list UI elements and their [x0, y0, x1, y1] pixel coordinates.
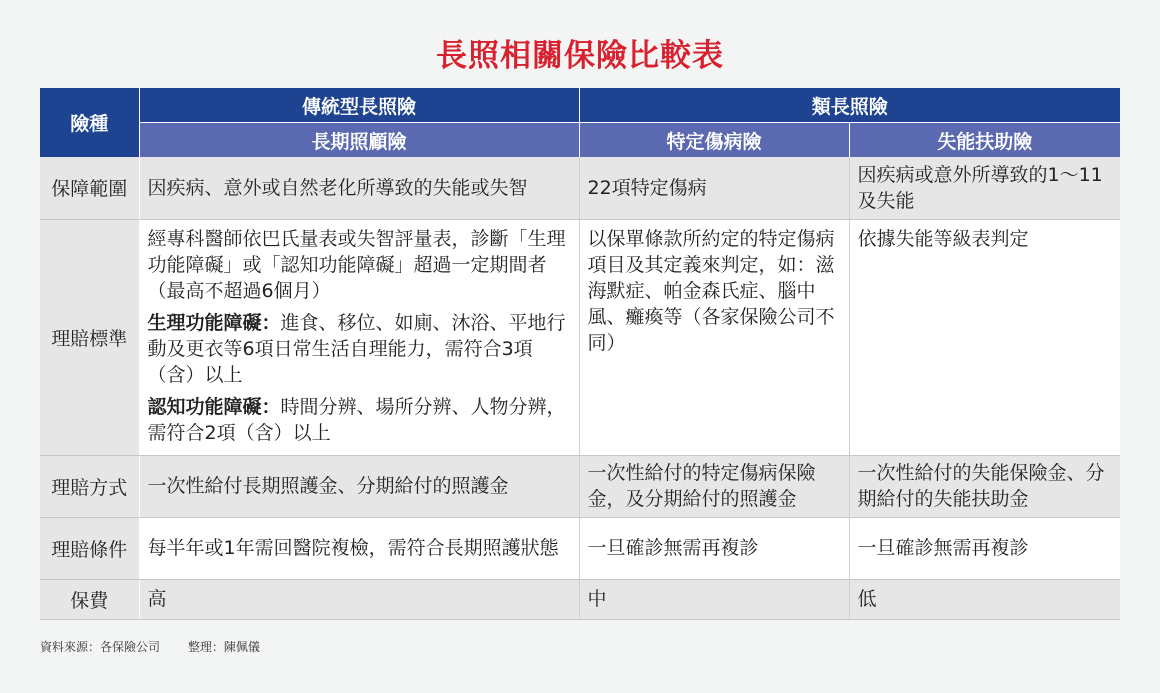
standard-paragraph: 經專科醫師依巴氏量表或失智評量表，診斷「生理功能障礙」或「認知功能障礙」超過一定期間者（最高不超過6個月） — [147, 227, 566, 302]
cognitive-disability-paragraph — [148, 394, 571, 446]
source-note: 資料來源：各保險公司 — [40, 640, 161, 654]
cell-coverage-longterm: 因疾病、意外或自然老化所導致的失能或失智 — [139, 157, 579, 219]
physical-disability-heading: 生理功能障礙： — [147, 311, 281, 334]
cell-standard-specific: 以保單條款所約定的特定傷病項目及其定義來判定，如：滋海默症、帕金森氏症、腦中風、癱瘓等（各家保險公司不同） — [579, 219, 849, 455]
table-row-method — [40, 455, 1120, 517]
cell-standard-disability: 依據失能等級表判定 — [849, 219, 1120, 455]
cell-standard-longterm — [139, 219, 579, 455]
row-label-method: 理賠方式 — [40, 455, 139, 517]
row-label-premium: 保費 — [40, 579, 139, 619]
cell-premium-longterm: 高 — [139, 579, 579, 619]
cognitive-disability-text: 時間分辨、場所分辨、人物分辨，需符合2項（含）以上 — [147, 395, 566, 444]
cell-coverage-specific: 22項特定傷病 — [579, 157, 849, 219]
footer — [40, 638, 284, 655]
table-row-coverage — [40, 157, 1120, 219]
row-label-standard: 理賠標準 — [40, 219, 139, 455]
cell-method-disability: 一次性給付的失能保險金、分期給付的失能扶助金 — [849, 455, 1120, 517]
cell-condition-specific: 一旦確診無需再複診 — [579, 517, 849, 579]
cell-premium-disability: 低 — [849, 579, 1120, 619]
cell-condition-disability: 一旦確診無需再複診 — [849, 517, 1120, 579]
table-row-premium — [40, 579, 1120, 619]
header-sub-specific: 特定傷病險 — [579, 123, 849, 158]
physical-disability-text: 進食、移位、如廁、沐浴、平地行動及更衣等6項日常生活自理能力，需符合3項（含）以上 — [147, 311, 566, 386]
cell-method-longterm: 一次性給付長期照護金、分期給付的照護金 — [139, 455, 579, 517]
header-sub-disability: 失能扶助險 — [849, 123, 1120, 158]
cell-coverage-disability: 因疾病或意外所導致的1～11及失能 — [849, 157, 1120, 219]
header-corner: 險種 — [40, 88, 139, 157]
physical-disability-paragraph — [148, 310, 571, 388]
header-group-similar: 類長照險 — [579, 88, 1120, 123]
header-sub-longterm: 長期照顧險 — [139, 123, 579, 158]
row-label-coverage: 保障範圍 — [40, 157, 139, 219]
table-row-standard — [40, 219, 1120, 455]
cognitive-disability-heading: 認知功能障礙： — [147, 395, 281, 418]
page-title: 長照相關保險比較表 — [436, 38, 724, 74]
editor-note: 整理：陳佩儀 — [187, 640, 260, 654]
comparison-table — [40, 88, 1120, 620]
row-label-condition: 理賠條件 — [40, 517, 139, 579]
table-row-condition — [40, 517, 1120, 579]
cell-condition-longterm: 每半年或1年需回醫院複檢，需符合長期照護狀態 — [139, 517, 579, 579]
header-group-traditional: 傳統型長照險 — [139, 88, 579, 123]
cell-method-specific: 一次性給付的特定傷病保險金，及分期給付的照護金 — [579, 455, 849, 517]
cell-premium-specific: 中 — [579, 579, 849, 619]
